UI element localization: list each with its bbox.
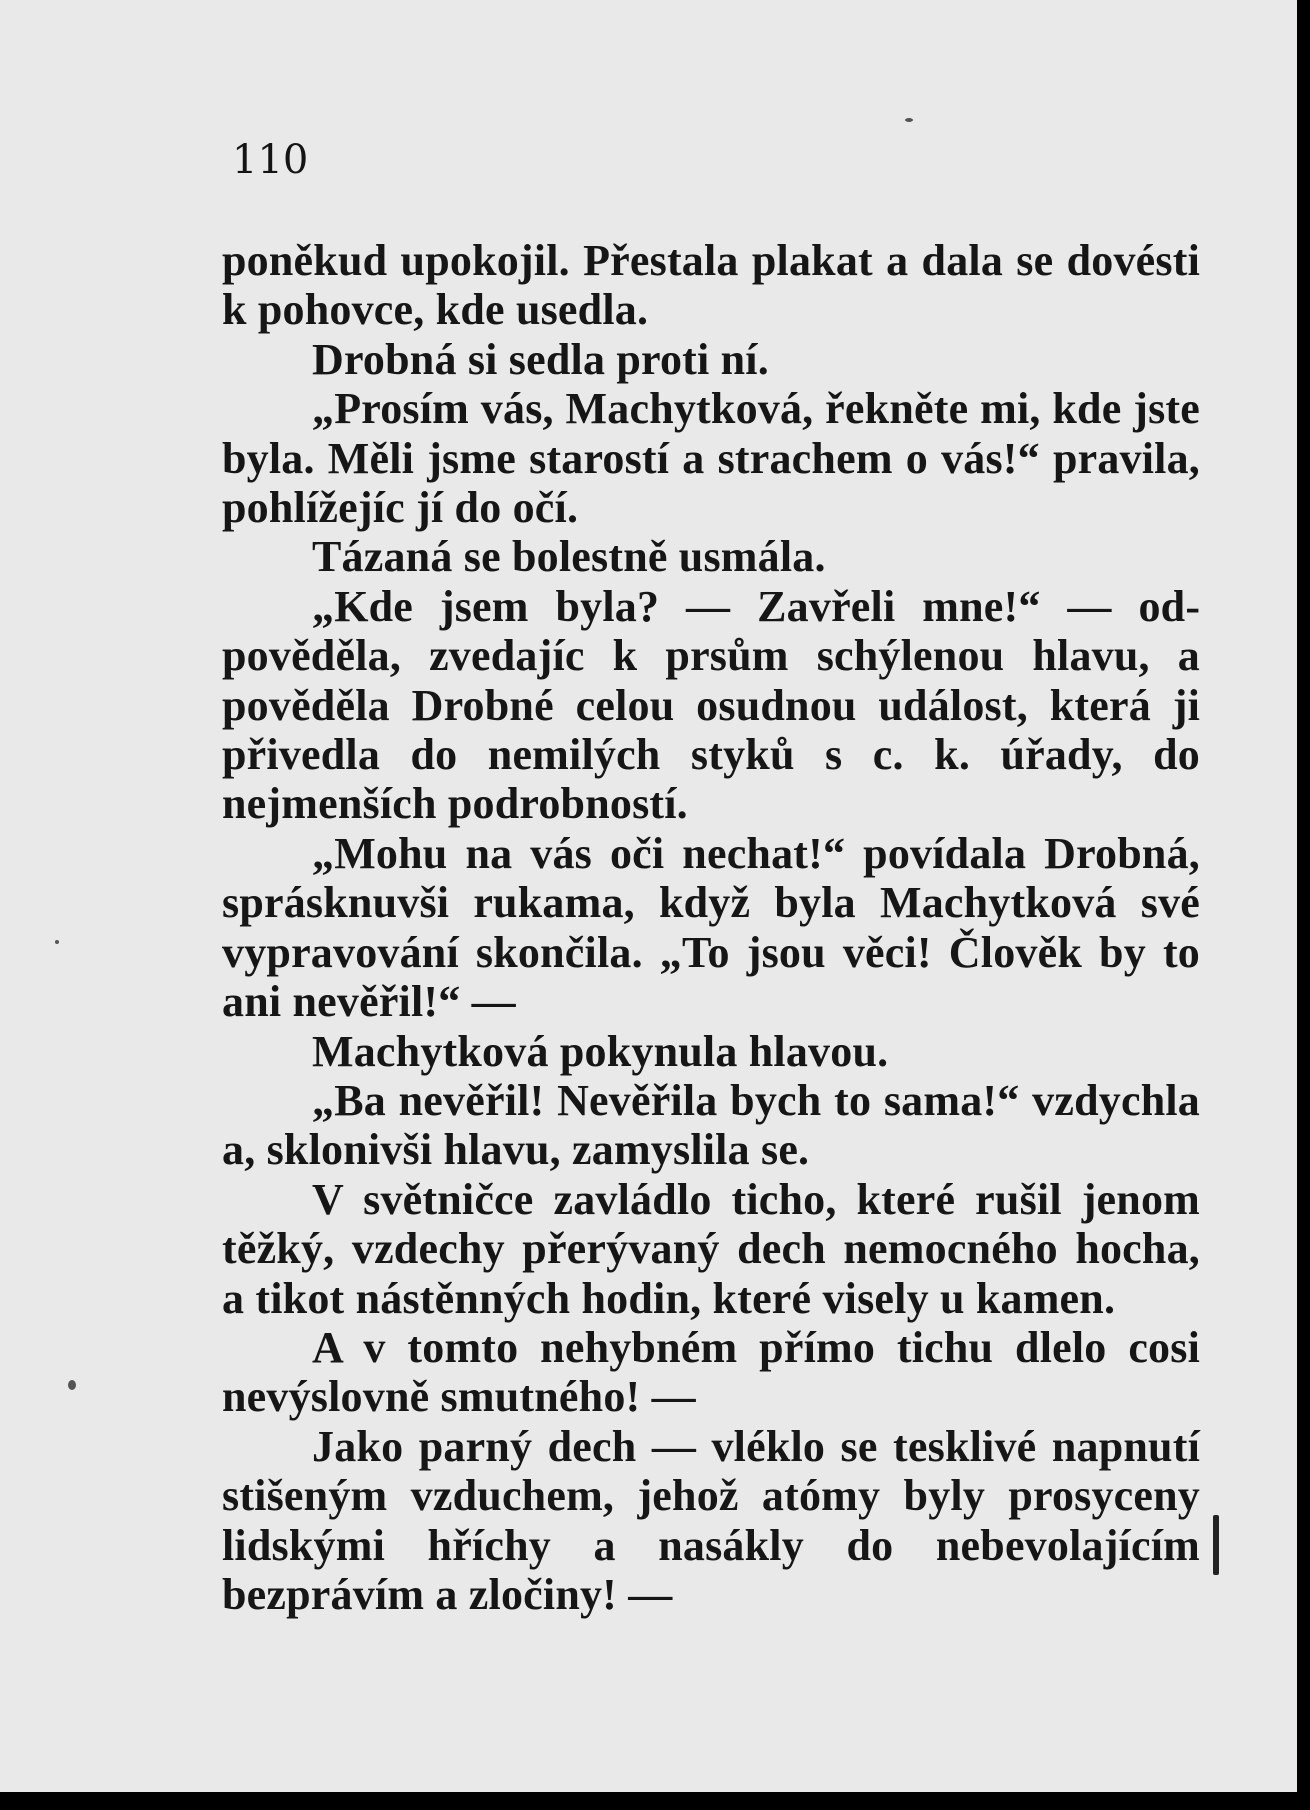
paragraph: Machytková pokynula hlavou. [312, 1026, 889, 1076]
paragraph: „Mohu na vás oči nechat!“ povídala Drobná, sprásknuvši rukama, když byla Machytková své vypravování skončila. „To jsou věci! Člověk by to ani nevěřil!“ — [222, 828, 1200, 1027]
paper-speck [68, 1380, 76, 1390]
page-number: 110 [232, 137, 309, 183]
paragraph: A v tomto nehybném přímo tichu dlelo cosi nevýslovně smutného! — [222, 1322, 1200, 1422]
paragraph: „Prosím vás, Machytková, řekněte mi, kde jste byla. Měli jsme starostí a strachem o vás!“ pravila, pohlížejíc jí do očí. [222, 384, 1200, 533]
paragraph: poněkud upokojil. Přestala plakat a dala se dovésti k pohovce, kde usedla. [222, 236, 1200, 335]
paragraph: „Kde jsem byla? — Zavřeli mne!“ — odpověděla, zvedajíc k prsům schýlenou hlavu, a pověděla Drobné celou osudnou událost, která ji přivedla do nemilých styků s c. k. úřady, do nejmenších podrobností. [222, 581, 1200, 829]
paper-speck [55, 940, 59, 944]
scan-edge-right [1297, 0, 1310, 1810]
paper-speck [1213, 1515, 1219, 1575]
paragraph: „Ba nevěřil! Nevěřila bych to sama!“ vzdychla a, sklonivši hlavu, zamyslila se. [222, 1075, 1200, 1175]
paper-speck [905, 118, 913, 122]
body-text [222, 236, 1200, 1619]
paragraph: Tázaná se bolestně usmála. [312, 532, 826, 582]
paragraph: Drobná si sedla proti ní. [312, 334, 769, 384]
paragraph: Jako parný dech — vléklo se tesklivé napnutí stišeným vzduchem, jehož atómy byly prosyceny lidskými hříchy a nasákly do nebevolajícím bezprávím a zločiny! — [222, 1421, 1200, 1619]
paragraph: V světničce zavládlo ticho, které rušil jenom těžký, vzdechy přerývaný dech nemocného hocha, a tikot nástěnných hodin, které visely u kamen. [222, 1174, 1200, 1323]
scan-edge-bottom [0, 1792, 1310, 1810]
